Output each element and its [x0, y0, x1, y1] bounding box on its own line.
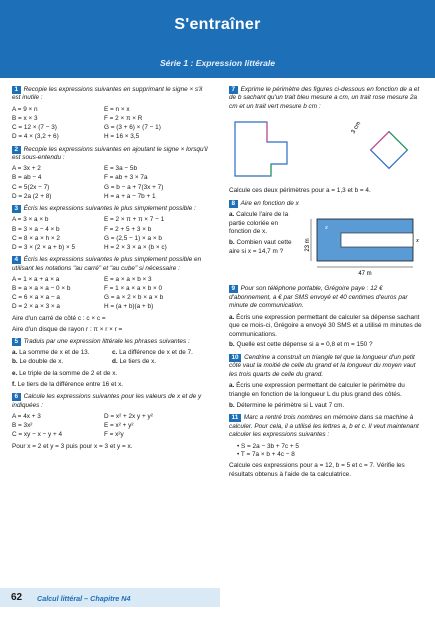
- item-letter: a.: [229, 382, 235, 390]
- expression-list: [12, 106, 212, 142]
- exercise-statement: Cendrine a construit un triangle tel que la longueur d'un petit côté vaut la moitié de celle du grand et la longueur du moyen vaut les trois quarts de celle du grand.: [229, 353, 416, 378]
- expression: C = 5(2x − 7): [12, 183, 50, 191]
- question-b: [229, 341, 425, 349]
- exercise-5: [12, 338, 212, 389]
- exercise-number: 5: [12, 338, 21, 346]
- exercise-10: [229, 354, 425, 410]
- chapter-label: Calcul littéral – Chapitre N4: [37, 594, 131, 603]
- square-area-line: Aire d'un carré de côté c : c × c =: [12, 314, 106, 322]
- dimension-label: 23 m: [305, 238, 311, 252]
- values-line: Pour x = 2 et y = 3 puis pour x = 3 et y = x.: [12, 442, 133, 450]
- exercise-statement: Écris les expressions suivantes le plus simplement possible :: [23, 205, 196, 212]
- item-letter: b.: [12, 358, 18, 366]
- expression-list: [12, 216, 212, 252]
- expression: C = 6 × a × a − a: [12, 294, 60, 302]
- item-letter: b.: [229, 341, 235, 349]
- expression-list: [237, 443, 425, 460]
- exercise-number: 6: [12, 393, 21, 401]
- right-column: [229, 86, 425, 483]
- white-strip: [341, 233, 413, 247]
- expression: E = 3a − 5b: [104, 165, 138, 173]
- dimension-label: 3 cm: [350, 121, 363, 136]
- expression: C = xy − x − y + 4: [12, 431, 63, 439]
- calculation-line: Calcule ces deux périmètres pour a = 1,3 et b = 4.: [229, 187, 371, 195]
- expression: B = 3 × a − 4 × b: [12, 225, 60, 233]
- page-footer: [0, 588, 435, 619]
- exercise-2: [12, 146, 212, 202]
- disk-area-line: Aire d'un disque de rayon r : π × r × r =: [12, 325, 123, 333]
- item-text: Le triple de la somme de 2 et de x.: [19, 369, 118, 377]
- item-letter: f.: [12, 380, 16, 388]
- exercise-statement: Écris les expressions suivantes le plus simplement possible en utilisant les notations "au carré" et "au cube" si nécessaire :: [12, 256, 202, 272]
- item-text: Le tiers de x.: [119, 358, 157, 366]
- item-letter: a.: [229, 313, 235, 321]
- expression: B = a × a × a − 0 × b: [12, 285, 71, 292]
- expression-list: [12, 165, 212, 201]
- expression: F = 2 + 5 + 3 × b: [104, 225, 152, 233]
- item-letter: a.: [12, 349, 18, 357]
- rotated-square-figure: [371, 132, 408, 169]
- series-subtitle: Série 1 : Expression littérale: [159, 58, 276, 68]
- exercise-4: [12, 256, 212, 334]
- area-problem: [229, 211, 425, 281]
- expression: A = 3 × a × b: [12, 216, 49, 224]
- exercise-statement: Marc a rentré trois nombres en mémoire dans sa machine à calculer. Pour cela, il a utilisé les lettres a, b et c. Il veut maintenant calculer les expressions suivantes :: [229, 414, 419, 439]
- phrase-item: [12, 370, 212, 378]
- exercise-number: 11: [229, 414, 241, 422]
- expression: E = x² + y²: [104, 422, 134, 430]
- item-text: Écris une expression permettant de calculer le périmètre du triangle en fonction de la longueur L du plus grand des côtés.: [229, 382, 405, 398]
- expression: G = a × 2 × b × a × b: [104, 294, 164, 302]
- perimeter-figures: [229, 114, 425, 184]
- question-a: [229, 211, 299, 236]
- expression: H = (a + b)(a + b): [104, 303, 154, 311]
- expression: D = 3 × (2 × a + b) × 5: [12, 243, 76, 251]
- expression: B = ab − 4: [12, 174, 42, 182]
- expression: H = a + a − 7b + 1: [104, 192, 156, 200]
- phrase-item: [112, 358, 212, 366]
- phrase-item: [12, 358, 112, 366]
- item-text: Le double de x.: [19, 358, 64, 366]
- exercise-statement: Calcule les expressions suivantes pour les valeurs de x et de y indiquées :: [12, 393, 202, 409]
- exercise-9: [229, 285, 425, 350]
- expression: G = (2,5 − 1) × a × b: [104, 234, 162, 242]
- page-number: 62: [11, 592, 23, 603]
- item-text: Le tiers de la différence entre 16 et x.: [17, 380, 124, 388]
- expression: B = 3x²: [12, 422, 33, 430]
- item-text: La différence de x et de 7.: [119, 349, 193, 357]
- expression: • S = 2a − 3b + 7c + 5: [237, 443, 425, 451]
- exercise-8: [229, 200, 425, 281]
- item-text: Calcule l'aire de la partie coloriée en fonction de x.: [229, 211, 289, 236]
- expression: A = 1 × a + a × a: [12, 275, 60, 283]
- expression: D = 2a (2 + 8): [12, 192, 52, 200]
- expression-list: [12, 413, 212, 440]
- item-letter: b.: [229, 239, 235, 247]
- item-letter: d.: [112, 358, 118, 366]
- perimeter-figures-svg: [229, 114, 425, 184]
- item-text: La somme de x et de 13.: [19, 349, 90, 357]
- calculation-line: Calcule ces expressions pour a = 12, b = 5 et c = 7. Vérifie les résultats obtenus à l'aide de ta calculatrice.: [229, 462, 405, 478]
- exercise-number: 2: [12, 146, 21, 154]
- expression: E = n × x: [104, 105, 130, 113]
- exercise-number: 7: [229, 86, 238, 94]
- item-letter: b.: [229, 401, 235, 409]
- stair-shape-figure: [235, 122, 287, 176]
- page-header: [0, 0, 435, 78]
- phrase-list: [12, 349, 212, 367]
- phrase-item: [112, 349, 212, 357]
- exercise-number: 3: [12, 205, 21, 213]
- item-letter: a.: [229, 211, 235, 219]
- exercise-6: [12, 393, 212, 451]
- phrase-item: [12, 381, 212, 389]
- exercise-number: 10: [229, 354, 241, 362]
- item-letter: c.: [112, 349, 118, 357]
- item-text: Détermine le périmètre si L vaut 7 cm.: [236, 401, 345, 409]
- exercise-3: [12, 205, 212, 252]
- variable-label: x: [325, 224, 328, 232]
- expression: F = 1 × a × a × b × 0: [104, 285, 163, 292]
- expression: F = ab + 3 × 7a: [104, 174, 148, 182]
- expression: A = 4x + 3: [12, 413, 41, 421]
- exercise-number: 8: [229, 200, 238, 208]
- exercise-statement: Pour son téléphone portable, Grégoire paye : 12 € d'abonnement, a € par SMS envoyé et 40 centimes d'euros par minute de communication.: [229, 285, 408, 310]
- expression: E = 2 × π + π × 7 − 1: [104, 216, 165, 224]
- expression: • T = 7a × b + 4c − 8: [237, 451, 425, 459]
- exercise-7: [229, 86, 425, 196]
- exercise-number: 9: [229, 285, 238, 293]
- question-b: [229, 239, 299, 256]
- expression: B = x × 3: [12, 114, 38, 122]
- expression: H = 2 × 3 × a × (b × c): [104, 243, 167, 251]
- phrase-item: [12, 349, 112, 357]
- item-text: Écris une expression permettant de calculer sa dépense sachant que ce mois-ci, Grégoire a envoyé 30 SMS et a utilisé m minutes de communications.: [229, 313, 422, 338]
- expression: A = 9 × n: [12, 105, 38, 113]
- expression: F = x²y: [104, 431, 124, 439]
- exercise-statement: Traduis par une expression littérale les phrases suivantes :: [23, 337, 190, 345]
- expression: F = 2 × π × R: [104, 114, 143, 122]
- page-title: S'entraîner: [174, 16, 261, 33]
- question-a: [229, 314, 425, 339]
- expression: C = 12 × (7 − 3): [12, 124, 57, 131]
- exercise-statement: Exprime le périmètre des figures ci-dessous en fonction de a et de b sachant qu'un trait bleu mesure a cm, un trait rose mesure 2a cm et un trait vert mesure b cm :: [229, 86, 420, 110]
- expression: C = 8 × a × h × 2: [12, 234, 60, 242]
- variable-label: x: [416, 237, 419, 245]
- dimension-label: 47 m: [358, 271, 372, 278]
- expression: D = 2 × a × 3 × a: [12, 303, 60, 311]
- expression: G = (3 + 6) × (7 − 1): [104, 124, 161, 131]
- exercise-statement: Recopie les expressions suivantes en supprimant le signe × s'il est inutile :: [12, 86, 203, 102]
- expression: D = 4 × (3,2 + 6): [12, 133, 59, 141]
- question-b: [229, 402, 425, 410]
- expression: A = 3x + 2: [12, 165, 41, 173]
- exercise-1: [12, 86, 212, 142]
- expression: H = 16 × 3,5: [104, 133, 140, 141]
- exercise-statement: Recopie les expressions suivantes en ajoutant le signe × lorsqu'il est sous-entendu :: [12, 145, 208, 161]
- expression: G = b − a + 7(3x + 7): [104, 183, 164, 191]
- expression: D = x² + 2x y + y²: [104, 413, 153, 421]
- item-text: Quelle est cette dépense si a = 0,8 et m = 150 ?: [236, 341, 373, 349]
- exercise-number: 1: [12, 86, 21, 94]
- expression-list: [12, 276, 212, 312]
- area-questions: [229, 211, 299, 258]
- area-figure-svg: [303, 211, 425, 281]
- question-a: [229, 382, 425, 399]
- expression: E = a × a × b × 3: [104, 275, 152, 283]
- item-text: Combien vaut cette aire si x = 14,7 m ?: [229, 239, 292, 255]
- exercise-number: 4: [12, 256, 21, 264]
- left-column: [12, 86, 212, 455]
- item-letter: e.: [12, 369, 18, 377]
- exercise-11: [229, 414, 425, 479]
- exercise-statement: Aire en fonction de x: [240, 199, 299, 207]
